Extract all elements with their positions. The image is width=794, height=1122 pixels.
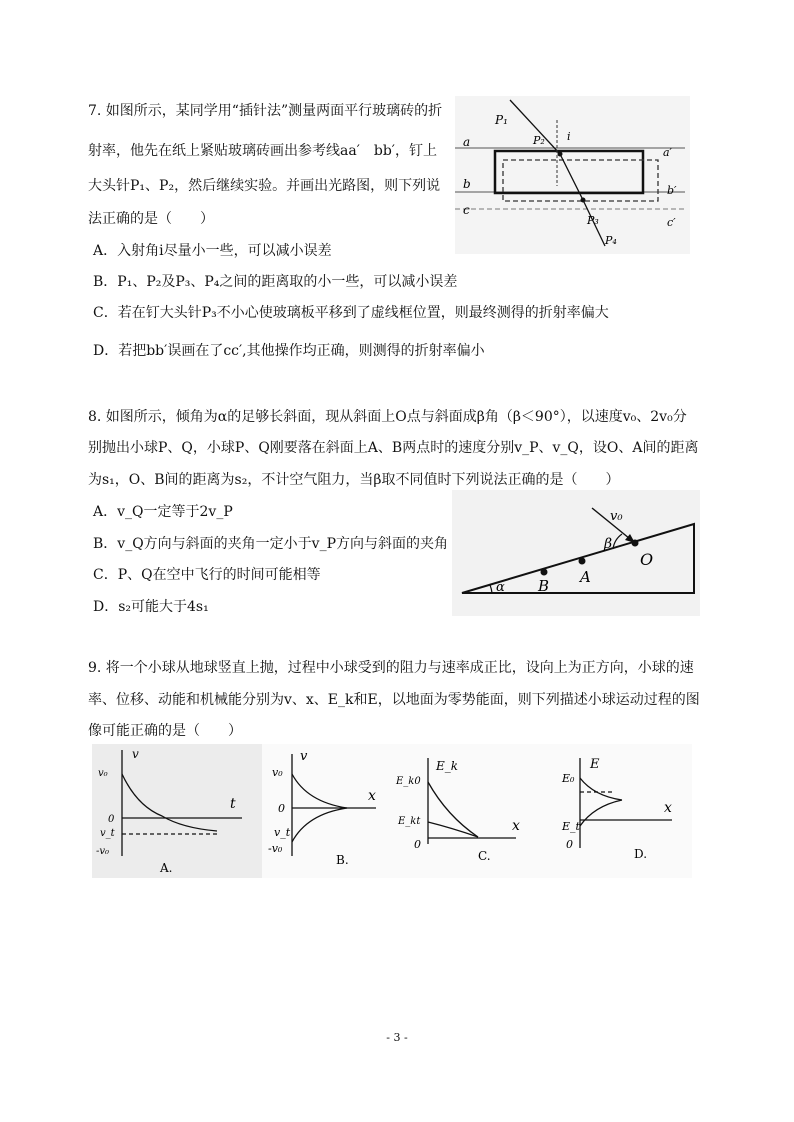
q8-line-2: 别抛出小球P、Q，小球P、Q刚要落在斜面上A、B两点时的速度分别v_P、v_Q，设O、A间的距离 bbox=[88, 440, 699, 456]
q9-c-tick-ek0: E_k0 bbox=[396, 776, 421, 787]
q8-line-1: 8. 如图所示，倾角为α的足够长斜面，现从斜面上O点与斜面成β角（β＜90°），以速度v₀、2v₀分 bbox=[88, 409, 687, 425]
q7-label-a-prime: a′ bbox=[663, 146, 673, 159]
q9-line-3: 像可能正确的是（ ） bbox=[88, 723, 242, 739]
q7-option-d: D．若把bb′误画在了cc′,其他操作均正确，则测得的折射率偏小 bbox=[93, 343, 485, 359]
q8-option-a: A．v_Q一定等于2v_P bbox=[93, 504, 233, 520]
q9-line-2: 率、位移、动能和机械能分别为v、x、E_k和E，以地面为零势能面，则下列描述小球运动过程的图 bbox=[88, 692, 700, 708]
q9-d-tick-et: E_t bbox=[562, 820, 580, 833]
q8-label-v0: v₀ bbox=[610, 509, 623, 524]
q7-line-1: 7. 如图所示，某同学用“插针法”测量两面平行玻璃砖的折 bbox=[88, 103, 443, 119]
q9-c-x-label: x bbox=[512, 818, 520, 834]
q7-label-c: c bbox=[463, 203, 470, 217]
q7-option-b: B．P₁、P₂及P₃、P₄之间的距离取的小一些，可以减小误差 bbox=[93, 274, 458, 290]
q8-figure-incline bbox=[452, 490, 700, 616]
q7-line-4: 法正确的是（ ） bbox=[88, 211, 214, 227]
q7-label-p3: P₃ bbox=[587, 214, 599, 227]
q7-label-b-prime: b′ bbox=[667, 184, 677, 197]
q8-label-o: O bbox=[640, 550, 654, 569]
q9-b-tick-0: 0 bbox=[278, 802, 285, 815]
q9-b-x-label: x bbox=[368, 788, 376, 804]
q7-label-p2: P₂ bbox=[533, 134, 545, 147]
q7-label-b: b bbox=[463, 177, 471, 191]
q8-label-b: B bbox=[538, 577, 550, 595]
q9-c-tick-0: 0 bbox=[414, 838, 421, 851]
q7-label-i: i bbox=[567, 130, 571, 143]
q9-d-tick-e0: E₀ bbox=[562, 772, 575, 785]
q9-b-tick-neg-v0: -v₀ bbox=[268, 842, 283, 855]
q8-line-3: 为s₁，O、B间的距离为s₂，不计空气阻力，当β取不同值时下列说法正确的是（ ） bbox=[88, 472, 620, 488]
q7-label-p4: P₄ bbox=[605, 234, 617, 247]
q8-option-b: B．v_Q方向与斜面的夹角一定小于v_P方向与斜面的夹角 bbox=[93, 536, 449, 552]
q8-label-beta: β bbox=[604, 536, 613, 552]
q9-d-caption: D. bbox=[634, 847, 648, 861]
q9-line-1: 9. 将一个小球从地球竖直上抛，过程中小球受到的阻力与速率成正比，设向上为正方向，小球的速 bbox=[88, 660, 694, 676]
q9-d-x-label: x bbox=[664, 800, 672, 816]
q7-label-c-prime: c′ bbox=[667, 216, 676, 229]
q8-label-alpha: α bbox=[496, 580, 505, 595]
q7-option-a: A．入射角i尽量小一些，可以减小误差 bbox=[93, 243, 332, 259]
q9-a-tick-neg-v0: -v₀ bbox=[96, 846, 110, 857]
q9-a-y-label: v bbox=[132, 747, 139, 761]
q9-a-x-label: t bbox=[230, 796, 236, 812]
q9-c-y-label: E_k bbox=[436, 759, 459, 773]
q8-option-c: C．P、Q在空中飞行的时间可能相等 bbox=[93, 567, 321, 583]
q9-d-tick-0: 0 bbox=[566, 838, 573, 851]
q8-option-d: D．s₂可能大于4s₁ bbox=[93, 599, 209, 615]
q7-label-a: a bbox=[463, 135, 471, 149]
q9-figure-graphs bbox=[92, 744, 692, 878]
page-number: - 3 - bbox=[386, 1031, 408, 1044]
q9-c-tick-ekt: E_kt bbox=[398, 816, 421, 827]
q9-a-tick-vt: v_t bbox=[100, 828, 115, 839]
q9-a-caption: A. bbox=[160, 861, 173, 875]
q9-b-tick-v0: v₀ bbox=[272, 766, 283, 779]
q9-d-y-label: E bbox=[590, 757, 600, 772]
q9-b-tick-vt: v_t bbox=[274, 826, 291, 839]
q7-line-3: 大头针P₁、P₂，然后继续实验。并画出光路图，则下列说 bbox=[88, 178, 441, 194]
q9-b-y-label: v bbox=[300, 749, 308, 764]
q9-b-caption: B. bbox=[336, 853, 349, 867]
q7-figure-glass-block bbox=[455, 96, 690, 254]
q7-option-c: C．若在钉大头针P₃不小心使玻璃板平移到了虚线框位置，则最终测得的折射率偏大 bbox=[93, 305, 609, 321]
q9-a-tick-0: 0 bbox=[108, 814, 115, 825]
q7-label-p1: P₁ bbox=[495, 113, 508, 127]
q9-c-caption: C. bbox=[478, 849, 491, 863]
q7-line-2: 射率，他先在纸上紧贴玻璃砖画出参考线aa′ bb′，钉上 bbox=[88, 143, 437, 159]
q8-label-a: A bbox=[580, 568, 591, 586]
q9-a-tick-v0: v₀ bbox=[98, 768, 108, 779]
